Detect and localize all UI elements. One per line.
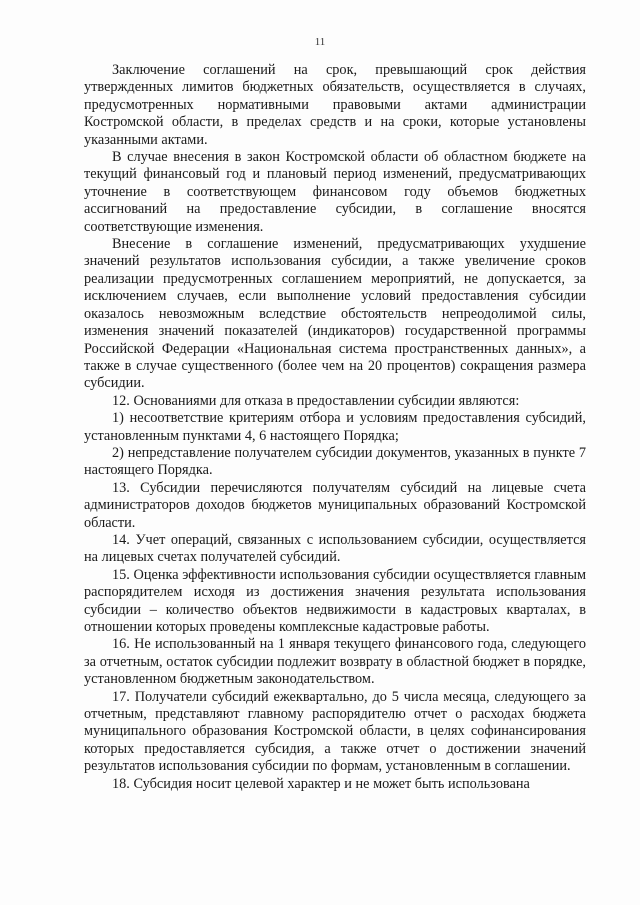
paragraph-item-18: 18. Субсидия носит целевой характер и не может быть использована [112, 775, 530, 792]
paragraph-item-12-1: 1) несоответствие критериям отбора и условиям предоставления субсидий, установленным пунктами 4, 6 настоящего Порядка; [84, 410, 586, 444]
page-number: 11 [314, 36, 326, 48]
paragraph-item-12-2: 2) непредставление получателем субсидии документов, указанных в пункте 7 настоящего Порядка. [84, 444, 586, 479]
paragraph-item-15: 15. Оценка эффективности использования субсидии осуществляется главным распорядителем исходя из достижения значения результата использования субсидии – количество объектов недвижимости в кадастровых кварталах, в отношении которых проведены комплексные кадастровые работы. [84, 566, 586, 635]
paragraph-item-16: 16. Не использованный на 1 января текущего финансового года, следующего за отчетным, остаток субсидии подлежит возврату в областной бюджет в порядке, установленном бюджетным законодательством. [84, 636, 586, 688]
paragraph-item-17: 17. Получатели субсидий ежеквартально, до 5 числа месяца, следующего за отчетным, представляют главному распорядителю отчет о расходах бюджета муниципального образования Костромской области, в целях софинансирования которых предоставляется субсидия, а также отчет о достижении значений результатов использования субсидии по формам, установленным в соглашении. [84, 688, 586, 775]
paragraph-item-14: 14. Учет операций, связанных с использованием субсидии, осуществляется на лицевых счетах получателей субсидий. [84, 531, 586, 566]
paragraph-item-13: 13. Субсидии перечисляются получателям субсидий на лицевые счета администраторов доходов бюджетов муниципальных образований Костромской области. [84, 479, 586, 531]
paragraph-agreement-amendments: Внесение в соглашение изменений, предусматривающих ухудшение значений результатов использования субсидии, а также увеличение сроков реализации предусмотренных соглашением мероприятий, не допускается, за исключением случаев, если выполнение условий предоставления субсидии оказалось невозможным вследствие обстоятельств непреодолимой силы, изменения значений показателей (индикаторов) государственной программы Российской Федерации «Национальная система пространственных данных», а также в случае существенного (более чем на 20 процентов) сокращения размера субсидии. [84, 236, 586, 392]
paragraph-agreement-term: Заключение соглашений на срок, превышающий срок действия утвержденных лимитов бюджетных обязательств, осуществляется в случаях, предусмотренных нормативными правовыми актами администрации Костромской области, в пределах средств и на сроки, которые установлены указанными актами. [84, 62, 586, 148]
document-body [84, 62, 586, 793]
paragraph-budget-law-changes: В случае внесения в закон Костромской области об областном бюджете на текущий финансовый год и плановый период изменений, предусматривающих уточнение в соответствующем финансовом году объемов бюджетных ассигнований на предоставление субсидии, в соглашение вносятся соответствующие изменения. [84, 149, 586, 235]
paragraph-item-12: 12. Основаниями для отказа в предоставлении субсидии являются: [112, 392, 520, 409]
